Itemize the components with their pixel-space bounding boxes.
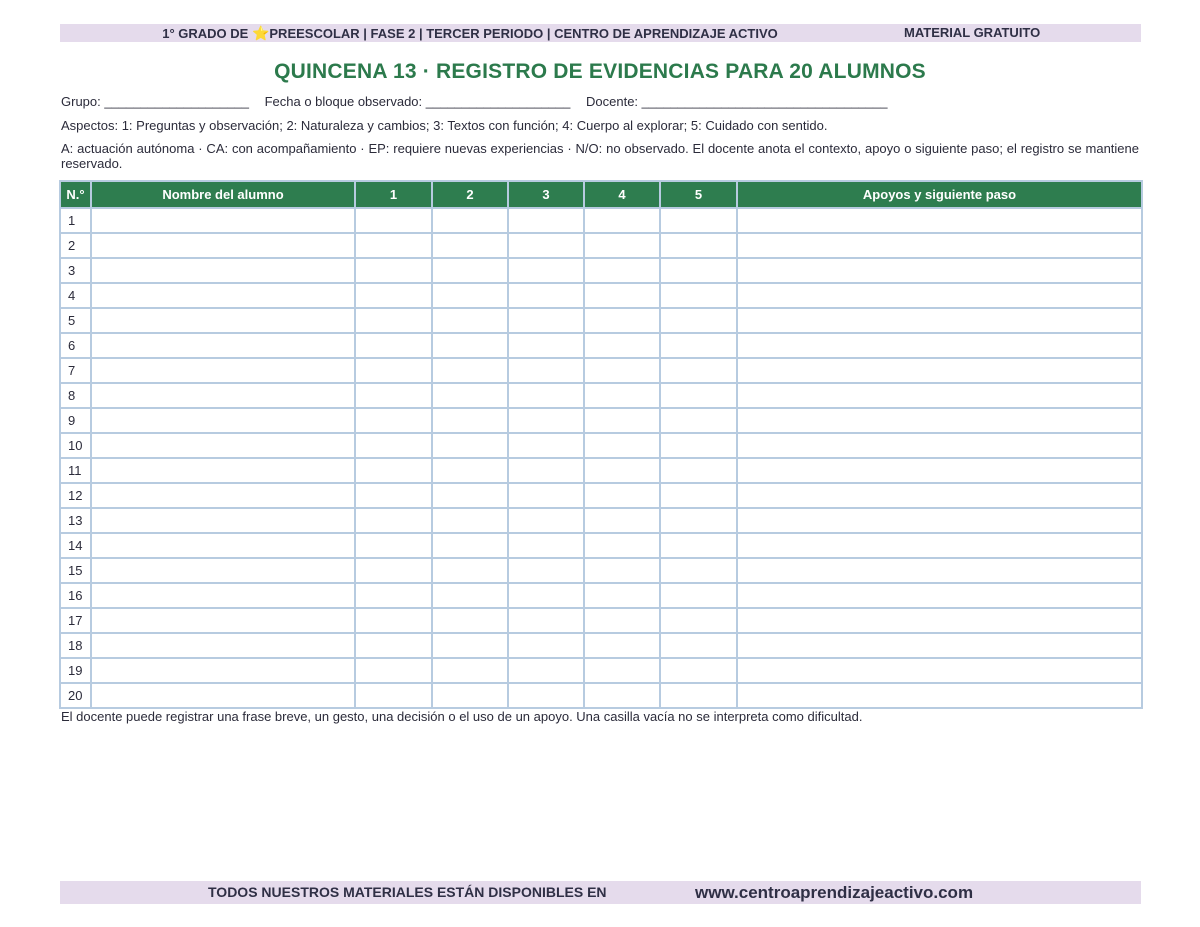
aspect-5-cell[interactable] (660, 308, 737, 333)
aspect-4-cell[interactable] (584, 383, 660, 408)
aspect-2-cell[interactable] (432, 658, 508, 683)
student-name-cell[interactable] (91, 558, 355, 583)
aspect-1-cell[interactable] (355, 258, 432, 283)
aspect-2-cell[interactable] (432, 533, 508, 558)
aspect-2-cell[interactable] (432, 383, 508, 408)
aspect-4-cell[interactable] (584, 633, 660, 658)
table-row (60, 583, 1142, 608)
aspect-3-cell[interactable] (508, 633, 584, 658)
table-row (60, 683, 1142, 708)
fecha-field: Fecha o bloque observado: ____________________ (264, 94, 571, 109)
aspect-1-cell[interactable] (355, 333, 432, 358)
aspect-1-cell[interactable] (355, 483, 432, 508)
row-number: 11 (60, 458, 91, 483)
supports-cell[interactable] (737, 258, 1142, 283)
aspect-4-cell[interactable] (584, 458, 660, 483)
supports-cell[interactable] (737, 283, 1142, 308)
aspect-1-cell[interactable] (355, 583, 432, 608)
row-number: 7 (60, 358, 91, 383)
supports-cell[interactable] (737, 358, 1142, 383)
supports-cell[interactable] (737, 383, 1142, 408)
aspect-5-cell[interactable] (660, 258, 737, 283)
aspect-4-cell[interactable] (584, 308, 660, 333)
aspect-5-cell[interactable] (660, 558, 737, 583)
aspect-2-cell[interactable] (432, 358, 508, 383)
row-number: 15 (60, 558, 91, 583)
supports-cell[interactable] (737, 533, 1142, 558)
aspect-2-cell[interactable] (432, 583, 508, 608)
aspect-3-cell[interactable] (508, 408, 584, 433)
aspect-1-cell[interactable] (355, 533, 432, 558)
page-title: QUINCENA 13 · REGISTRO DE EVIDENCIAS PARA 20 ALUMNOS (274, 60, 926, 83)
aspect-4-cell[interactable] (584, 433, 660, 458)
student-name-cell[interactable] (91, 383, 355, 408)
aspect-5-cell[interactable] (660, 608, 737, 633)
aspect-4-cell[interactable] (584, 583, 660, 608)
grupo-field: Grupo: ____________________ (61, 94, 249, 109)
aspect-4-cell[interactable] (584, 683, 660, 708)
aspect-2-cell[interactable] (432, 483, 508, 508)
aspect-5-cell[interactable] (660, 658, 737, 683)
aspect-2-cell[interactable] (432, 408, 508, 433)
aspect-3-cell[interactable] (508, 508, 584, 533)
aspect-3-cell[interactable] (508, 383, 584, 408)
aspect-4-cell[interactable] (584, 358, 660, 383)
aspect-4-cell[interactable] (584, 333, 660, 358)
table-row (60, 608, 1142, 633)
table-row (60, 283, 1142, 308)
supports-cell[interactable] (737, 633, 1142, 658)
row-number: 10 (60, 433, 91, 458)
supports-cell[interactable] (737, 308, 1142, 333)
table-row (60, 408, 1142, 433)
aspect-5-cell[interactable] (660, 508, 737, 533)
aspect-2-cell[interactable] (432, 608, 508, 633)
col-header-aspect-2: 2 (432, 181, 508, 208)
docente-field: Docente: __________________________________ (586, 94, 888, 109)
col-header-name: Nombre del alumno (91, 181, 355, 208)
aspect-1-cell[interactable] (355, 208, 432, 233)
aspect-3-cell[interactable] (508, 208, 584, 233)
col-header-supports: Apoyos y siguiente paso (737, 181, 1142, 208)
aspect-4-cell[interactable] (584, 408, 660, 433)
footnote: El docente puede registrar una frase breve, un gesto, una decisión o el uso de un apoyo. Una casilla vacía no se interpreta como dificultad. (61, 709, 863, 724)
aspect-3-cell[interactable] (508, 533, 584, 558)
aspect-5-cell[interactable] (660, 358, 737, 383)
supports-cell[interactable] (737, 408, 1142, 433)
aspect-4-cell[interactable] (584, 283, 660, 308)
table-row (60, 383, 1142, 408)
aspect-1-cell[interactable] (355, 458, 432, 483)
aspect-3-cell[interactable] (508, 483, 584, 508)
aspect-2-cell[interactable] (432, 233, 508, 258)
aspects-text: Aspectos: 1: Preguntas y observación; 2: Naturaleza y cambios; 3: Textos con función; 4: Cuerpo al explorar; 5: Cuidado con sentido. (61, 118, 828, 133)
aspect-3-cell[interactable] (508, 608, 584, 633)
student-name-cell[interactable] (91, 408, 355, 433)
aspect-5-cell[interactable] (660, 483, 737, 508)
header-title (60, 24, 880, 43)
student-name-cell[interactable] (91, 258, 355, 283)
legend-text: A: actuación autónoma · CA: con acompañamiento · EP: requiere nuevas experiencias · N/O: no observado. El docente anota el contexto, apoyo o siguiente paso; el registro se mantiene reservado. (61, 141, 1139, 171)
evidence-table (59, 180, 1143, 709)
aspect-5-cell[interactable] (660, 633, 737, 658)
aspect-2-cell[interactable] (432, 558, 508, 583)
aspect-4-cell[interactable] (584, 208, 660, 233)
col-header-aspect-3: 3 (508, 181, 584, 208)
aspect-5-cell[interactable] (660, 433, 737, 458)
student-name-cell[interactable] (91, 508, 355, 533)
row-number: 2 (60, 233, 91, 258)
row-number: 14 (60, 533, 91, 558)
footer-url: www.centroaprendizajeactivo.com (695, 883, 974, 902)
row-number: 16 (60, 583, 91, 608)
row-number: 18 (60, 633, 91, 658)
row-number: 13 (60, 508, 91, 533)
table-row (60, 233, 1142, 258)
row-number: 17 (60, 608, 91, 633)
aspect-5-cell[interactable] (660, 408, 737, 433)
student-name-cell[interactable] (91, 208, 355, 233)
row-number: 3 (60, 258, 91, 283)
student-name-cell[interactable] (91, 483, 355, 508)
student-name-cell[interactable] (91, 308, 355, 333)
aspect-1-cell[interactable] (355, 283, 432, 308)
footer-promo: TODOS NUESTROS MATERIALES ESTÁN DISPONIBLES EN (208, 884, 607, 900)
aspect-1-cell[interactable] (355, 233, 432, 258)
aspect-2-cell[interactable] (432, 458, 508, 483)
aspect-4-cell[interactable] (584, 558, 660, 583)
student-name-cell[interactable] (91, 433, 355, 458)
supports-cell[interactable] (737, 683, 1142, 708)
row-number: 9 (60, 408, 91, 433)
table-row (60, 458, 1142, 483)
aspect-2-cell[interactable] (432, 508, 508, 533)
supports-cell[interactable] (737, 658, 1142, 683)
aspect-2-cell[interactable] (432, 308, 508, 333)
form-fields (61, 94, 899, 109)
row-number: 1 (60, 208, 91, 233)
aspect-1-cell[interactable] (355, 383, 432, 408)
table-row (60, 333, 1142, 358)
table-row (60, 483, 1142, 508)
student-name-cell[interactable] (91, 358, 355, 383)
aspect-4-cell[interactable] (584, 483, 660, 508)
aspect-3-cell[interactable] (508, 433, 584, 458)
aspect-3-cell[interactable] (508, 558, 584, 583)
student-name-cell[interactable] (91, 633, 355, 658)
row-number: 6 (60, 333, 91, 358)
aspect-3-cell[interactable] (508, 458, 584, 483)
aspect-1-cell[interactable] (355, 633, 432, 658)
supports-cell[interactable] (737, 458, 1142, 483)
aspect-3-cell[interactable] (508, 308, 584, 333)
aspect-2-cell[interactable] (432, 258, 508, 283)
aspect-2-cell[interactable] (432, 633, 508, 658)
top-header-band (60, 24, 1141, 42)
table-header-row (60, 181, 1142, 208)
table-row (60, 558, 1142, 583)
aspect-2-cell[interactable] (432, 208, 508, 233)
supports-cell[interactable] (737, 483, 1142, 508)
table-row (60, 508, 1142, 533)
aspect-4-cell[interactable] (584, 533, 660, 558)
table-body (60, 208, 1142, 708)
aspect-2-cell[interactable] (432, 283, 508, 308)
student-name-cell[interactable] (91, 333, 355, 358)
aspect-2-cell[interactable] (432, 683, 508, 708)
table-row (60, 433, 1142, 458)
aspect-3-cell[interactable] (508, 583, 584, 608)
aspect-1-cell[interactable] (355, 508, 432, 533)
student-name-cell[interactable] (91, 283, 355, 308)
supports-cell[interactable] (737, 433, 1142, 458)
supports-cell[interactable] (737, 333, 1142, 358)
aspect-1-cell[interactable] (355, 308, 432, 333)
aspect-1-cell[interactable] (355, 358, 432, 383)
aspect-5-cell[interactable] (660, 233, 737, 258)
aspect-3-cell[interactable] (508, 683, 584, 708)
student-name-cell[interactable] (91, 458, 355, 483)
aspect-1-cell[interactable] (355, 683, 432, 708)
aspect-1-cell[interactable] (355, 658, 432, 683)
aspect-3-cell[interactable] (508, 283, 584, 308)
student-name-cell[interactable] (91, 608, 355, 633)
col-header-aspect-5: 5 (660, 181, 737, 208)
aspect-1-cell[interactable] (355, 433, 432, 458)
aspect-5-cell[interactable] (660, 333, 737, 358)
aspect-4-cell[interactable] (584, 508, 660, 533)
supports-cell[interactable] (737, 233, 1142, 258)
table-row (60, 258, 1142, 283)
table-row (60, 358, 1142, 383)
row-number: 19 (60, 658, 91, 683)
aspect-2-cell[interactable] (432, 333, 508, 358)
aspect-1-cell[interactable] (355, 558, 432, 583)
aspect-3-cell[interactable] (508, 333, 584, 358)
table-row (60, 308, 1142, 333)
aspect-5-cell[interactable] (660, 383, 737, 408)
col-header-number: N.° (60, 181, 91, 208)
row-number: 8 (60, 383, 91, 408)
aspect-5-cell[interactable] (660, 583, 737, 608)
header-grade: 1° GRADO DE (162, 26, 252, 41)
aspect-3-cell[interactable] (508, 258, 584, 283)
aspect-3-cell[interactable] (508, 358, 584, 383)
student-name-cell[interactable] (91, 533, 355, 558)
header-free-material: MATERIAL GRATUITO (904, 25, 1041, 40)
row-number: 12 (60, 483, 91, 508)
student-name-cell[interactable] (91, 583, 355, 608)
aspect-5-cell[interactable] (660, 458, 737, 483)
row-number: 4 (60, 283, 91, 308)
footer-band (60, 881, 1141, 904)
aspect-4-cell[interactable] (584, 233, 660, 258)
table-row (60, 208, 1142, 233)
supports-cell[interactable] (737, 583, 1142, 608)
aspect-3-cell[interactable] (508, 233, 584, 258)
aspect-3-cell[interactable] (508, 658, 584, 683)
aspect-2-cell[interactable] (432, 433, 508, 458)
aspect-4-cell[interactable] (584, 658, 660, 683)
student-name-cell[interactable] (91, 683, 355, 708)
supports-cell[interactable] (737, 608, 1142, 633)
table-row (60, 633, 1142, 658)
aspect-1-cell[interactable] (355, 408, 432, 433)
aspect-5-cell[interactable] (660, 208, 737, 233)
aspect-5-cell[interactable] (660, 283, 737, 308)
supports-cell[interactable] (737, 208, 1142, 233)
header-info: PREESCOLAR | FASE 2 | TERCER PERIODO | CENTRO DE APRENDIZAJE ACTIVO (269, 26, 778, 41)
row-number: 5 (60, 308, 91, 333)
aspect-4-cell[interactable] (584, 258, 660, 283)
star-icon: ⭐ (251, 25, 270, 41)
col-header-aspect-4: 4 (584, 181, 660, 208)
supports-cell[interactable] (737, 508, 1142, 533)
student-name-cell[interactable] (91, 233, 355, 258)
table-row (60, 533, 1142, 558)
supports-cell[interactable] (737, 558, 1142, 583)
row-number: 20 (60, 683, 91, 708)
aspect-4-cell[interactable] (584, 608, 660, 633)
col-header-aspect-1: 1 (355, 181, 432, 208)
table-row (60, 658, 1142, 683)
aspect-5-cell[interactable] (660, 683, 737, 708)
student-name-cell[interactable] (91, 658, 355, 683)
aspect-5-cell[interactable] (660, 533, 737, 558)
aspect-1-cell[interactable] (355, 608, 432, 633)
